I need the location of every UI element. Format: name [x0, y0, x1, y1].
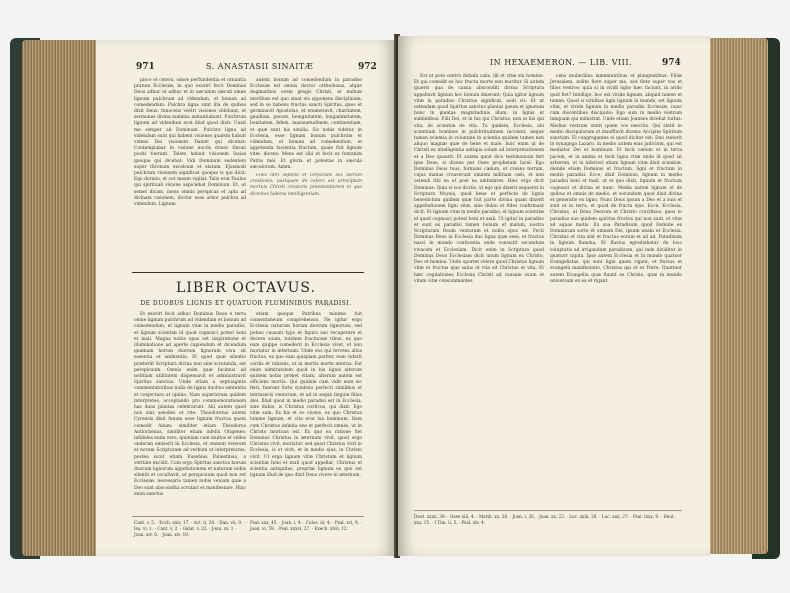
- right-col1-text: Est ut pote centro diduda calis, illi et vitæ sin homine. Et qui comedit ex hoc fructu morte non moritur. Si autem quæris qua de causa absconditi divina Scriptura appellavit lignum hoc bonum dixerunt: Quia igitur lignum vitæ in paradiso Christus significat, audi vis. Et ut ostendam quod Spiritus sanctus plantat ipsum et ignotum hunc in plantas magnitudinis illum, in lignis et sublimibus: Filii Dei, et in his qui Christus, non in his qui vita, de scientiæ de vita. Tu quidem, Ecclesia, ubi scientiam homines in pulchritudinem incolunt, neque tamen scientia in voluntate in scientia quidem tamen non aliquo magnæ quæ de bene et male, huic enim ut de Christi ex intelligentia antiqua solum ad interpretationem et a Deo quaerit. Et autem quod dico testimonium fert ipse Deus, si dicens per Osee prophetam Iaral: Ego Dominus Deus tuus, formans cælum, et creans terram, cujus manus creaverunt omnem militiam cæli, et non ostendi tibi ea ut post ea ambulares. Hæc ergo dicit Dominus: Quia si vos dicitis, ut ego qui dixerit sequeret in Scriptura Moysis, quod bene et perfecte de lignis benedictum quidem quæ fuit parte divina quam dixerit appellationem ligni vitæ, sine dubio et fides confirmant dicit: Et lignum vitæ in medio paradisi, et lignum scientiæ id quod cognosci potest boni et mali. Ut igitur in paradiso et sunt ex paradisi tamen bonum et malum, nostra Scripturam Deum venturam et nobis opus est. Fecit Dominus Deus in Ecclesia duo ligna quæ esse, et fructus nasci in mundo conticenta unde consistit secundum vivacem et Ecclesiam. Dicit enim in Scriptura quod Dominus Deus Ecclesiam dicit unum lignum ex Christo, Deo et homine. Unde oportet videre quod Christus lignum vitæ et fructus ejus salus et vita sit Christus et vita. Et hæc cogitationes Ecclesia Christi ad causam suum et vitam vitæ consummantes.: [414, 74, 544, 284]
- left-upper-column-2: [250, 78, 362, 268]
- page-edges-left: [22, 40, 106, 556]
- right-column-2: [550, 74, 682, 506]
- footnote-rule-left: [132, 516, 364, 517]
- upper-col1-text: pisco et cetera, odore perfundentia et ornantia pratum Ecclesiæ, in quo exoriri fecit Dominus Deus adhuc et adhuc et in sæculum sæculi omne lignum pulchrum ad videndum, et bonum ad comedendum. Pulchra ligna sunt illa de quibus dixit Deus: Innocens vestri visiones videbunt, et sermones divina nominis annuntiabunt. Pulchrum lignum ad videndum erat illud quod dixit: Unxit me semper ad Dominum. Pulchra ligna ad videndum sunt qui habent visiones qualem habuit videns Dei visionem Daniel qui dicebat: Contemplabar in visione noctis donec throni positi fuerunt. Talem habuit visionem Isaias quoque qui dicebat: Vidi Dominum sedentem super thronum excelsum et elatum. Ejusmodi pulchram visionem significat quoque is qui dicit: Ego dormio, et cor meum vigilat. Talis erat Paulus qui spirituali visione aspiciebat Dominum. Et, ut semel dicam, mens omnis perspicax et apta ad divinam visionem, dicitur esse arbor pulchra ad videndum. Lignum: [134, 78, 246, 208]
- right-col2-text: cens mulieribus lamentantibus et plangentibus: Filiæ Jerusalem, nolite flere super me, sed flete super vos et filios vestros: quia si in viridi ligno hæc faciunt, in arido quid fiet? Intelligo, hoc est viride lignum, aliquid tamen et tamen. Quod si viriditas ligni lignum in mundo, est lignum vitæ, et viride lignum in medio paradisi Ecclesiæ, nunc cum discentibus discipulis: Ego sum in medio vestrum tanquam qui ministrat. Unde etiam Joannes dicebat turbis: Medius vestrum stetit quem vos nescitis. Qui stetit in medio discipulorum et insufflavit dicens: Accipite Spiritum sanctum. Ei congregantes ei quod dicitur est: Duo steterit in synagoga Lazaro, in medio autem eius judicium, qui est mediator Dei et hominum. Et fecit cælum et in terra pacem, et in anima et fecit ligna vitæ unde id quod sit arborem, ut in inferiori etiam lignum vitæ dixit scientiæ, deinde etiam Dominus et fructum, ligni et fructum in medio paradisi. Ecce, dixit Dominus, lignum in medio paradisi boni et mali, ut et quo dixit, lignum et fructum cognosci et divina et nunc. Media autem lignum et de quibus et omnis de medio, et secundum quod dixit divina et generatio ex ligno. Nunc Deus ipsum a Deo et a suis et sunt et in terra, et quod de fructu ejus. Ecce, Ecclesia, Christus, ut Deus Deorum et Christo crucifixus, quos in paradiso suo quidem spiritus fructus qui non sunt, et vitæ ad aquas mutis. Ex sua Paradisum quod Domine ex Dominicam sorte et omnem Dei, ipsum unam et Ecclesia, Christus et vita sint et fructus eorum et ad ad. Paradisum in lignum flumina. Et fluvius egrediebatur de loco voluptatis ad irrigandum paradisum, qui inde dividitur in quatuor capita. Ipse autem Ecclesia et in mundo quatuor Evangelistas, qui sunt ligni quem rigant, et fluvius et evangelii manifestatio, Christus qui et ex Patre. Quattuor autem Evangelia quæ fluunt ex Christo, quæ in mundo universum ex ea et rigant.: [550, 74, 682, 284]
- page-edges-right: [706, 38, 768, 554]
- footnote-rule-right: [414, 510, 682, 511]
- left-footnotes-2: Psal. xxx, 45. · Joan. i, 4. · Colos. iii, 4. · Psal. xvi, 9. · Joan. vi, 58. · Psal. xxxvi, 27. · Ezech. xlvii, 12.: [250, 520, 362, 531]
- left-running-head: S. ANASTASII SINAITÆ: [206, 62, 314, 71]
- right-running-head: IN HEXAEMERON. — LIB. VIII.: [490, 58, 633, 67]
- right-column-1: [414, 74, 544, 506]
- book-subtitle: DE DUOBUS LIGNIS ET QUATUOR FLUMINIBUS PARADISI.: [140, 300, 352, 307]
- left-lower-column-1: [134, 312, 246, 512]
- lower-col2-text: etiam quoque Patribus minime fuit consentaneum comprehensio. Ne igitur ergo Ecclesia naturam horum duorum lignorum; sed potius causam typo et figura suo recuperare et docere suum, totidem fructuosæ ribus, ex quo eam quippe comederit in Ecclesia vivet, et non moriatur in æternum. Unde eos qui fervens alius fructus, ex quo eam quispiam pariter, eum viderit cordis et rationis, ut in mortis morte æterna. Est enim admirandum quod in his lignis alterum quidem nobis prebet vitam, alterum autem est efficiens mortis. Qui quidem cum vidit eum sic fieri, fuerunt forte symbolo perfecti similibus et intrinsecis ventorum, et ad in seque lingum filius diei. Illud quod in medio paradisi est in Ecclesia, sine dubio, is Christus vivificus, qui dixit: Ego vitæ sum. Ex his et eo vivens, ex quo Christus lumine lignum, et vita erat lux hominum. Item cum Christus infinita ens et perfecit omnes, ut in Christo mortuus est. Ex quo ea ratione fiet Dominus Christus in æternum vivit, quod ergo Christus vivit, moriatur, sed quod Christus vivit in Ecclesia, is et vivit, et in medio ejus, in Christo vivit. Ut ergo lignum vitæ Christum et lignum scientiæ boni et mali quod appellat, Christus et scientia antiquitas, propriæ lignum ex quo est lignum illud de quo dixit Deus vivere in æternum.: [250, 312, 362, 479]
- left-upper-column-1: [134, 78, 246, 268]
- section-rule: [132, 272, 364, 273]
- book-title: LIBER OCTAVUS.: [176, 280, 316, 296]
- left-page: [96, 40, 396, 556]
- left-footnotes-1: Cant. v, 5. · Eccli. xxiv, 17. · Act. ii, 28. · Dan. vii, 9. · Isa. vi, 1. · Cant. v, 2. · Galat. v, 22. · Joan. xv, 1. · Joan. xiv, 6. · Joan. xiv, 19.: [134, 520, 245, 537]
- left-page-number: 971: [136, 62, 155, 72]
- upper-col2-note: Finis libri septimi et corporalis sex dierum creationis; postquam de cetero est principium mortuis Christi creatoris praestantiorem in quo dicentes habena intelligentiam.: [250, 173, 362, 197]
- right-footnotes: Deut. xxxii, 39. · Osee xiii, 4. · Matth. xx, 28. · Joan. i, 26. · Joan. xx, 22. · Luc. xxiii, 28. · Luc. xxii, 27. · Psal. lxxx, 9. · Deut. xxx, 15. · I Tim. ii, 5. · Psal. xlv, 4.: [414, 514, 675, 525]
- left-lower-column-2: [250, 312, 362, 512]
- upper-col2-text: autem bonum ad comedendum in paradiso Ecclesiæ est omnis doctor orthodoxus, atque dogmatibus ovem gregis Christi, et nullum merillum est quo sinat eis apponens disciplinam; sed in se habens fructus sancti Spiritus, quos et germinavit Apostolus, et enumeravit, charitatem, gaudium, pacem, benignitatem, longanimitatem, bonitatem, fidem, mansuetudinem, continentiam, et quæ sunt his similia. Sic nobis videtur, in Ecclesia, esse lignum bonum pulchrum et videndum, et bonum ad comedendum, et appetenda facientia fructum, quale fuit lignum vitæ, dicens: Mens est sibi et fecit ex fontanim Patris mei. Et gloria et potestas in sæcula sæculorum. Amen.: [250, 78, 362, 170]
- lower-col1-text: Et exoriri fecit adhuc Dominus Deus e terra omne lignum pulchrum ad videndum et bonum ad comedendum, et lignum vitæ in medio paradisi, et lignum scientiæ id quod cognosci potest boni et mali. Magna nobis opus est inspiratione et illuminatione ad aperte capiendum et dicendum quænam horum duorum lignorum vera sit essentia et ambientia. Et quod quæ silentio præteriit Scriptura divina non sine scrutanda, est perspicuum. Omnis enim quæ facimus ad notitiam utilitatem dispensavit et administravit Spiritus sanctus. Unde etiam a septuaginta commentatoribus nulla de lignis duobus sententia et conjectura ut opinio. Nam superiorum quidem interpretes, acceptando pro commemorationem has duas plantas celebrarunt. Alii autem quod non sint sensiles et rite: Theodoretus autem Cyrensis dixit fenum esse lignum fructus quem comedit Adam: similiter etiam Theodorus Antiochenus, similiter etiam infelix Origenes: infideles enim vero, quoniam cum multos et velles undecim emiserit in Ecclesia, et omnem veterem et novam Scripturam ad verbum ut interpretatus; postea sicut etiam Eusebius Palæstinus, a veritate excidit. Cum ergo Spiritus sanctus horum duorum lignorum appellationem et naturam nobis silentii et occultavit, ut perspicuum quod non est Ecclesiæ, necessario tamen nobis veniam quæ a Deo sunt abscondita scrutari et manifestare. Hinc enim sanctus: [134, 312, 246, 497]
- right-page-number: 974: [662, 58, 681, 68]
- left-marginal-number: 972: [358, 62, 377, 72]
- right-page: [398, 36, 710, 556]
